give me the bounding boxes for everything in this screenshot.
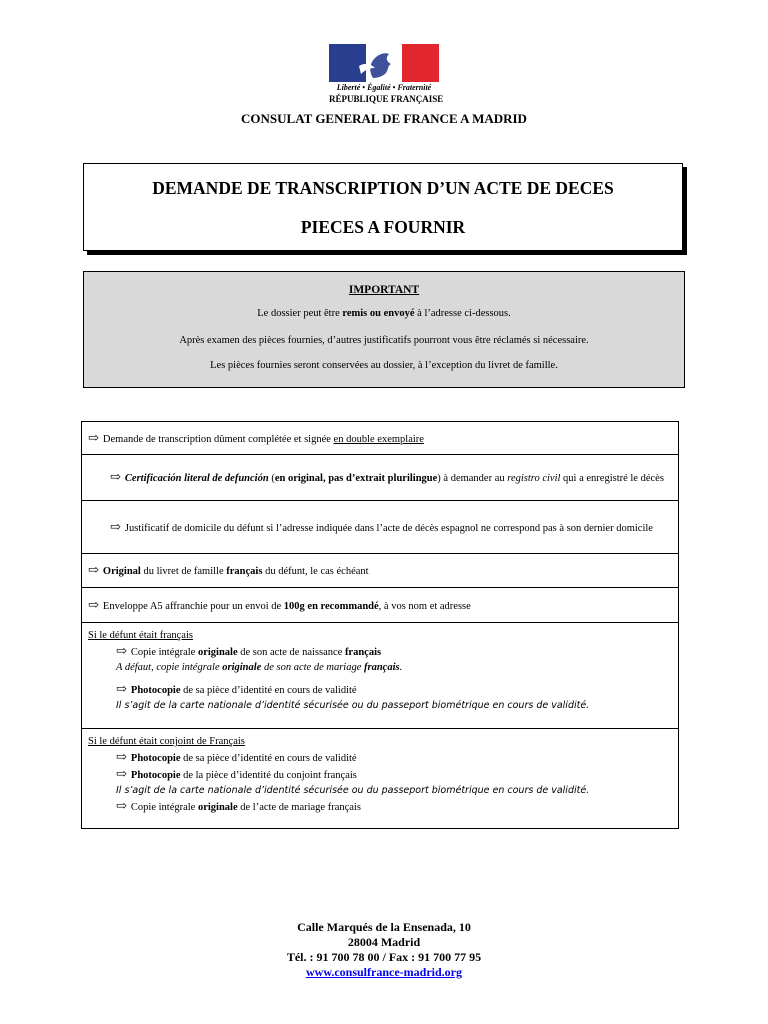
section-heading: Si le défunt était français: [88, 630, 193, 641]
consulate-name: CONSULAT GENERAL DE FRANCE A MADRID: [241, 111, 527, 126]
republique-francaise-logo: [329, 44, 444, 106]
table-row: Si le défunt était conjoint de Français ⇨ Photocopie de sa pièce d’identité en cours de validité ⇨ Photocopie de la pièce d’identité du conjoint français Il s’agit de la carte nationale d’identité sécurisée ou du passeport biométrique en cours de validité. ⇨ Copie intégrale originale de l’acte de mariage français: [82, 729, 679, 829]
arrow-icon: ⇨: [116, 643, 127, 658]
arrow-icon: ⇨: [88, 596, 99, 612]
arrow-icon: ⇨: [116, 766, 127, 781]
table-row: ⇨ Demande de transcription dûment complétée et signée en double exemplaire: [82, 422, 679, 455]
logo-republic: RÉPUBLIQUE FRANÇAISE: [329, 94, 444, 104]
table-row: Si le défunt était français ⇨ Copie intégrale originale de son acte de naissance français A défaut, copie intégrale originale de son acte de mariage français. ⇨ Photocopie de sa pièce d’identité en cours de validité Il s’agit de la carte nationale d’identité sécurisée ou du passeport biométrique en cours de validité.: [82, 623, 679, 729]
important-line-3: Les pièces fournies seront conservées au dossier, à l’exception du livret de famille.: [210, 360, 558, 371]
website-link[interactable]: www.consulfrance-madrid.org: [306, 965, 462, 979]
important-line-2: Après examen des pièces fournies, d’autres justificatifs pourront vous être réclamés si nécessaire.: [179, 335, 589, 346]
arrow-icon: ⇨: [110, 518, 121, 534]
requirements-table: [81, 421, 679, 829]
arrow-icon: ⇨: [88, 429, 99, 445]
important-line-1: Le dossier peut être remis ou envoyé à l’adresse ci-dessous.: [257, 308, 511, 319]
footer-city: 28004 Madrid: [347, 935, 421, 949]
arrow-icon: ⇨: [116, 798, 127, 813]
arrow-icon: ⇨: [116, 681, 127, 696]
logo-motto: Liberté • Égalité • Fraternité: [336, 83, 432, 92]
footer-address: Calle Marqués de la Ensenada, 10: [297, 920, 471, 934]
footer-phone: Tél. : 91 700 78 00 / Fax : 91 700 77 95: [286, 950, 482, 964]
title-box: [83, 163, 683, 251]
important-notice: [83, 271, 685, 388]
table-row: ⇨ Certificación literal de defunción (en original, pas d’extrait plurilingue) à demander au registro civil qui a enregistré le décès: [82, 455, 679, 501]
document-title: DEMANDE DE TRANSCRIPTION D’UN ACTE DE DECES: [152, 178, 614, 198]
table-row: ⇨ Justificatif de domicile du défunt si l’adresse indiquée dans l’acte de décès espagnol ne correspond pas à son dernier domicile: [82, 501, 679, 554]
tricolor-flag-icon: [329, 44, 439, 82]
footer-contact: [0, 920, 768, 980]
arrow-icon: ⇨: [88, 562, 99, 577]
table-row: ⇨ Enveloppe A5 affranchie pour un envoi de 100g en recommandé, à vos nom et adresse: [82, 588, 679, 623]
arrow-icon: ⇨: [110, 469, 121, 484]
table-row: ⇨ Original du livret de famille français du défunt, le cas échéant: [82, 554, 679, 588]
important-heading: IMPORTANT: [348, 284, 420, 296]
arrow-icon: ⇨: [116, 749, 127, 764]
document-subtitle: PIECES A FOURNIR: [300, 217, 466, 237]
section-heading: Si le défunt était conjoint de Français: [88, 736, 245, 747]
